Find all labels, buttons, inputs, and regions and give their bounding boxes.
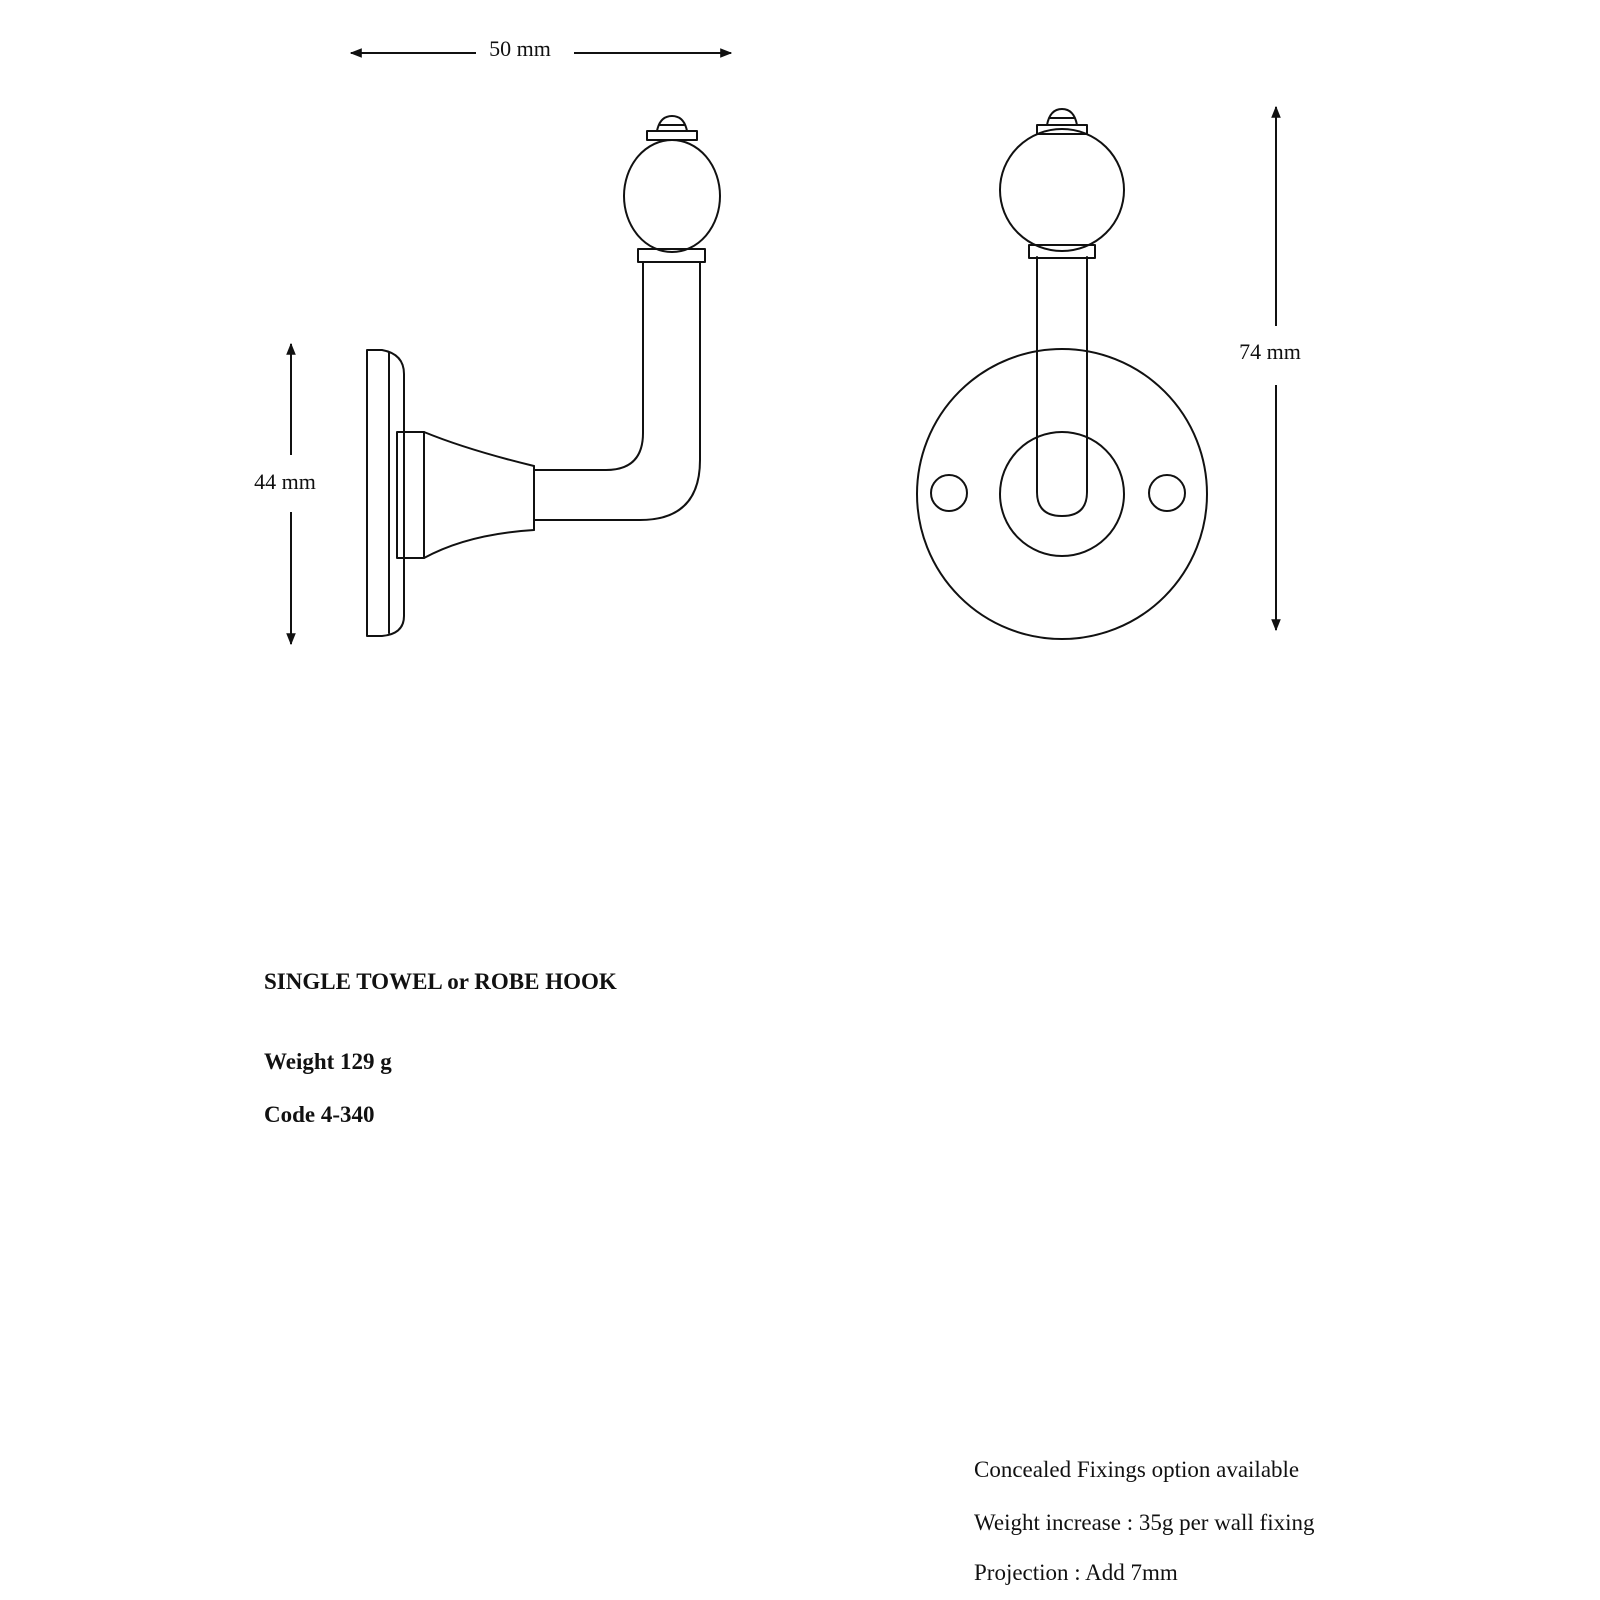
front-screw-hole-right (1149, 475, 1185, 511)
concealed-fixings-note: Concealed Fixings option available (974, 1457, 1300, 1482)
technical-drawing (0, 0, 1600, 700)
side-collar (397, 432, 424, 558)
side-backplate (367, 350, 404, 636)
front-finial-ball (1000, 129, 1124, 251)
hook-front-view (917, 109, 1207, 639)
backplate-height-label: 44 mm (254, 469, 316, 494)
product-code: Code 4-340 (264, 1102, 375, 1127)
front-stem (1037, 257, 1087, 516)
hook-side-view (367, 116, 720, 636)
side-finial-ring (638, 249, 705, 262)
weight-increase-note: Weight increase : 35g per wall fixing (974, 1510, 1315, 1535)
side-finial-ball (624, 140, 720, 252)
overall-height-dimension (1239, 107, 1301, 630)
side-flared-neck (424, 432, 534, 558)
side-finial-cap (647, 131, 697, 140)
front-rose-plate (917, 349, 1207, 639)
side-finial-top (657, 116, 687, 131)
overall-height-label: 74 mm (1239, 339, 1301, 364)
product-title: SINGLE TOWEL or ROBE HOOK (264, 969, 617, 994)
product-weight: Weight 129 g (264, 1049, 392, 1074)
backplate-height-dimension (254, 344, 316, 644)
front-inner-boss (1000, 432, 1124, 556)
side-arm (534, 262, 700, 520)
width-dimension (351, 36, 731, 61)
width-dimension-label: 50 mm (489, 36, 551, 61)
projection-note: Projection : Add 7mm (974, 1560, 1178, 1585)
front-screw-hole-left (931, 475, 967, 511)
